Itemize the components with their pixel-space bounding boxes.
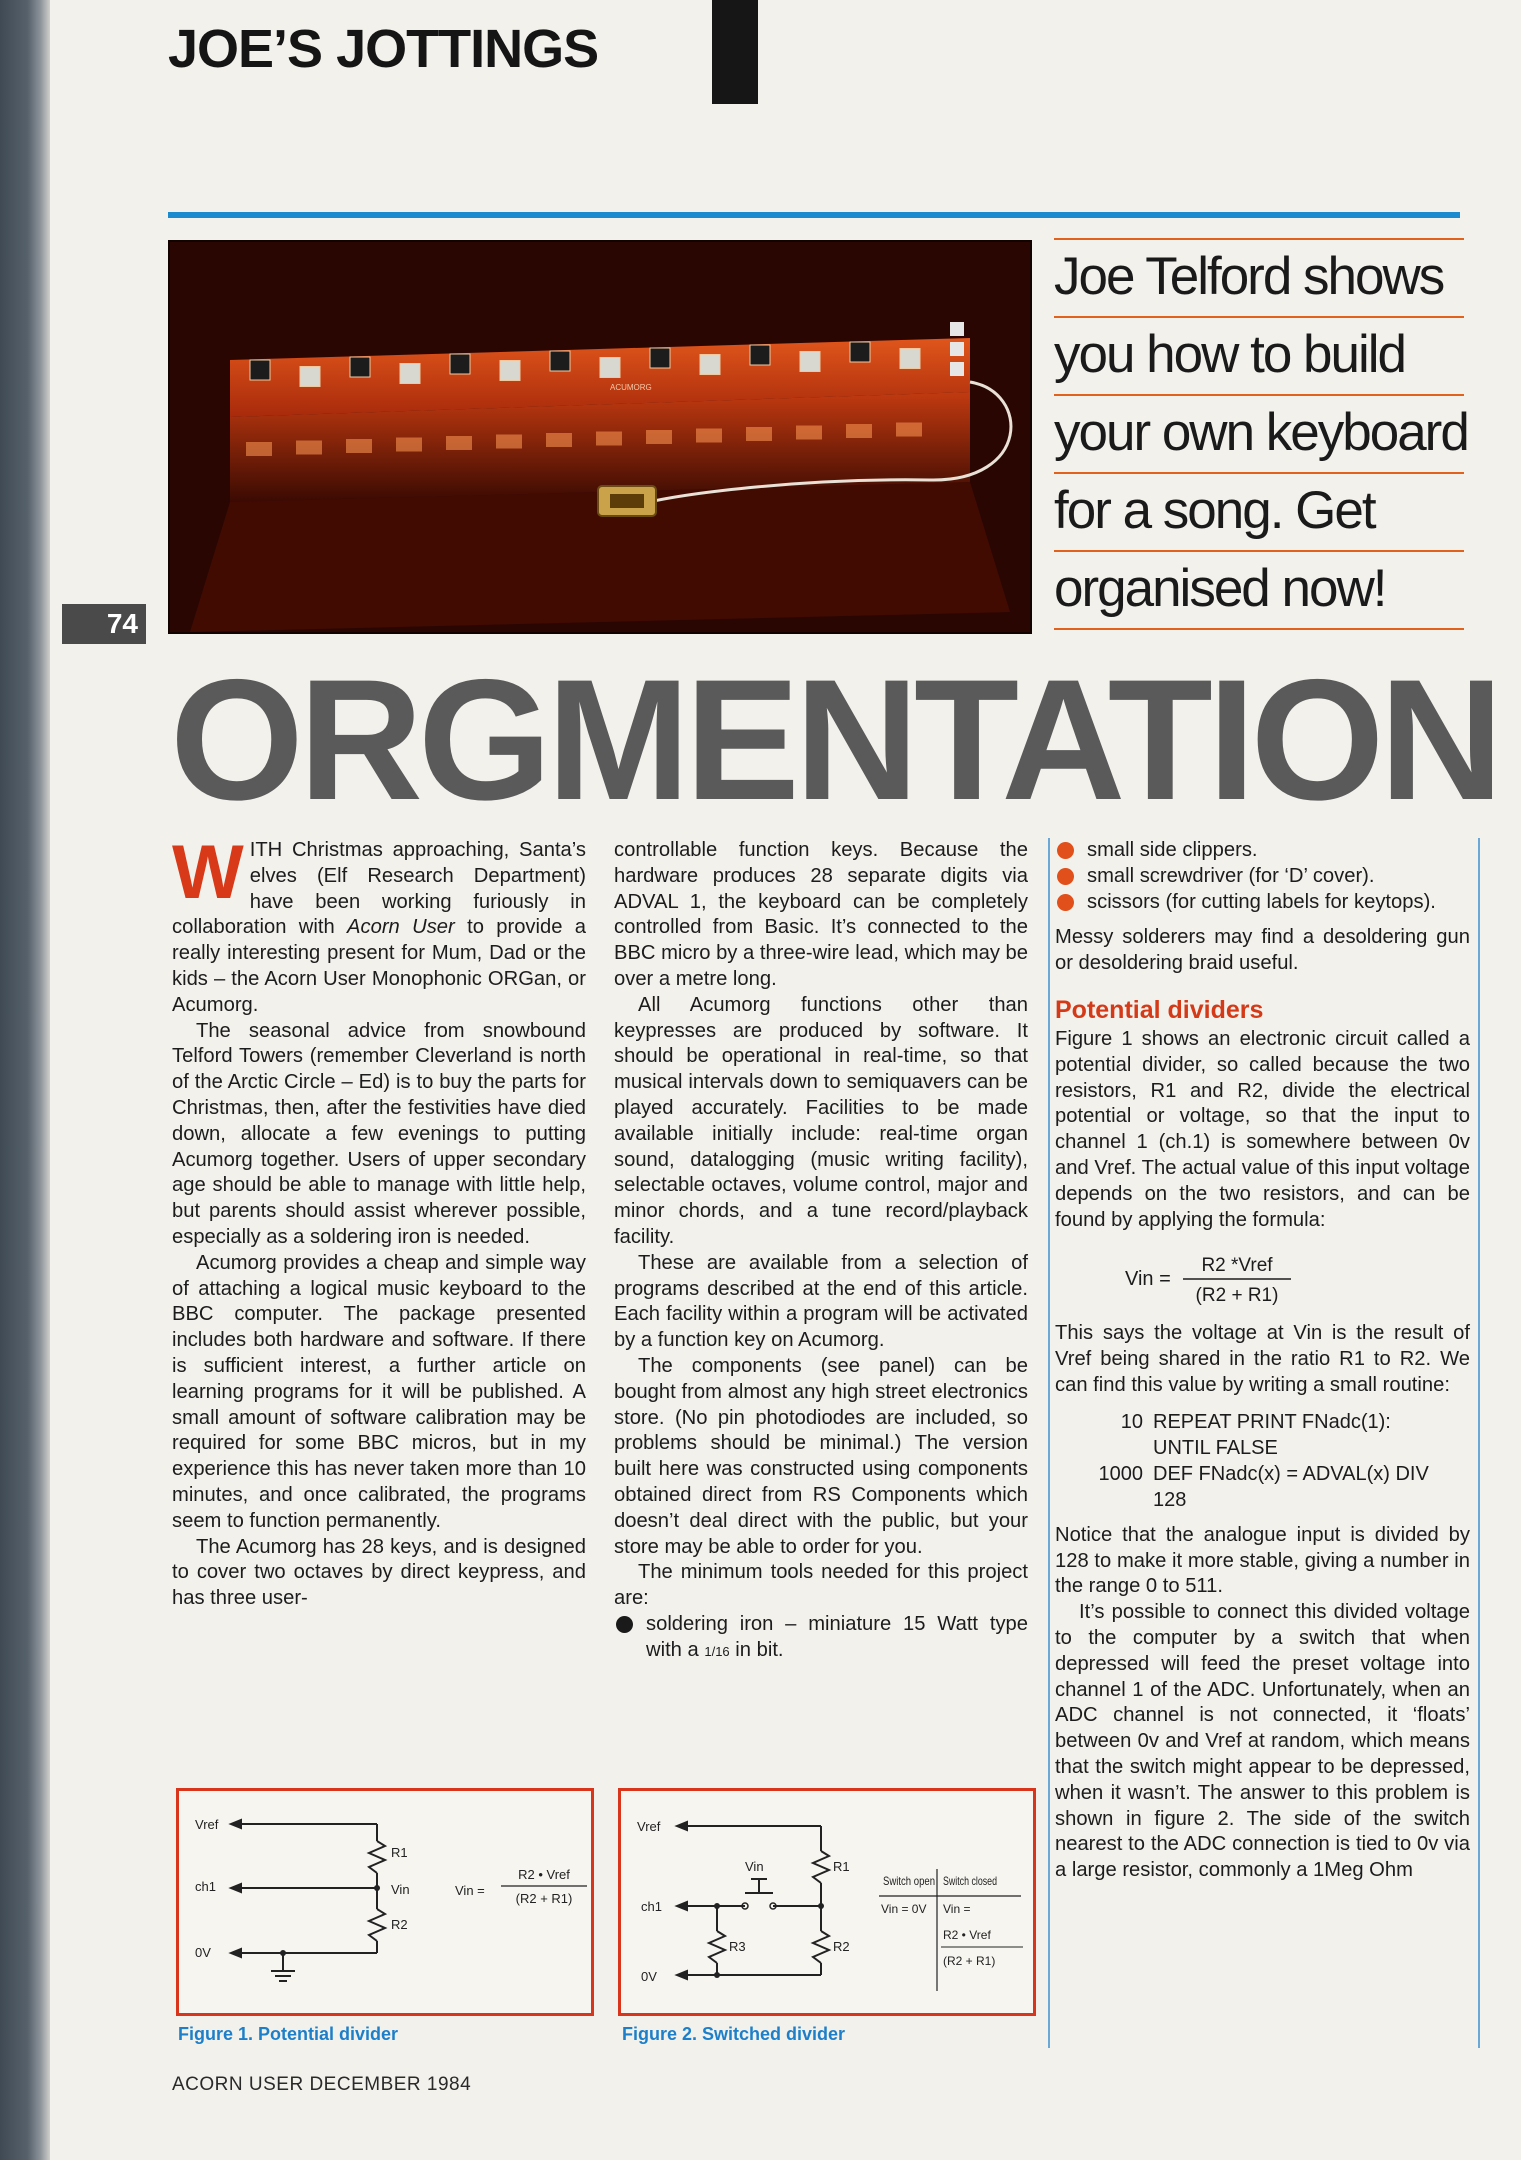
key-glow (446, 436, 472, 450)
paragraph: It’s possible to connect this divided voltage to the computer by a switch that when depressed will feed the preset voltage into channel 1 of the ADC. Unfortunately, when an ADC channel is not connected, it ‘floats’ between 0v and Vref at random, which means that the switch might appear to be depressed, when it wasn’t. The answer to this problem is shown in figure 2. The side of the switch nearest to the ADC connection is tied to 0v via a large resistor, commonly a 1Meg Ohm (1055, 1601, 1470, 1882)
key-glow (746, 427, 772, 441)
zero-volt-label: 0V (195, 1945, 211, 1960)
r2-label: R2 (833, 1939, 850, 1954)
column-rule (1478, 838, 1480, 2048)
bullet-text: small side clippers. (1087, 839, 1258, 861)
keyboard-key (400, 364, 420, 384)
keyboard-key (900, 349, 920, 369)
switch-closed-numerator: R2 • Vref (943, 1928, 991, 1942)
paragraph: Acumorg provides a cheap and simple way of attaching a logical music keyboard to the BBC computer. The package presented includes both hardware and software. If there is sufficient interest, a further article on learning programs for it will be published. A small amount of software calibration may be required for some BBC micros, but in my experience this has never taken more than 10 minutes, and once calibrated, the programs seem to function permanently. (172, 1251, 586, 1532)
key-glow (846, 424, 872, 438)
magazine-spine (0, 0, 50, 2160)
bullet-dot (1057, 868, 1074, 885)
switch-closed-heading: Switch closed (943, 1874, 997, 1888)
bullet-item (1055, 838, 1470, 864)
key-glow (646, 430, 672, 444)
r2-label: R2 (391, 1917, 408, 1932)
keyboard-key (850, 342, 870, 362)
ch1-label: ch1 (641, 1899, 662, 1914)
paragraph: ITH Christmas approaching, Santa’s elves (Elf Research Department) have been working furiously in collaboration with Acorn User to provide a really interesting present for Mum, Dad or the kids – the Acorn User Monophonic ORGan, or Acumorg. (172, 839, 587, 1016)
key-glow (896, 423, 922, 437)
r1-label: R1 (391, 1845, 408, 1860)
voltage-formula (1055, 1243, 1470, 1313)
section-title: JOE’S JOTTINGS (168, 19, 599, 79)
standfirst-line: your own keyboard (1054, 396, 1464, 474)
key-glow (696, 429, 722, 443)
standfirst (1054, 238, 1468, 630)
column-1 (172, 830, 587, 1612)
page-footer: ACORN USER DECEMBER 1984 (172, 2074, 472, 2095)
code-line: 10 REPEAT PRINT FNadc(1): (1120, 1410, 1391, 1433)
bullet-dot (1057, 842, 1074, 859)
fig1-formula-numerator: R2 • Vref (518, 1867, 570, 1882)
r1-label: R1 (833, 1859, 850, 1874)
vin-label: Vin (745, 1859, 764, 1874)
figure-2 (618, 1788, 1036, 2016)
vin-label: Vin (391, 1882, 410, 1897)
bullet-item (1055, 864, 1470, 890)
keyboard-key (500, 361, 520, 381)
r3-label: R3 (729, 1939, 746, 1954)
paragraph: This says the voltage at Vin is the result of Vref being shared in the ratio R1 to R2. We can find this value by writing a small routine: (1055, 1322, 1470, 1396)
blue-rule (168, 212, 1460, 218)
bullet-item (614, 1612, 1028, 1665)
switch-open-heading: Switch open (883, 1874, 935, 1888)
bullet-text: in bit. (735, 1638, 784, 1661)
formula-graphic (1055, 1243, 1470, 1313)
keyboard-key (300, 367, 320, 387)
code-line: 128 (1153, 1488, 1187, 1511)
keyboard-key (750, 345, 770, 365)
paragraph: The components (see panel) can be bought from almost any high street electronics store. (No pin photodiodes are included, so problems should be minimal.) The version built here was constructed using components obtained direct from RS Components which doesn’t deal direct with the public, but your store may be able to order for you. (614, 1354, 1028, 1558)
keyboard-key (550, 351, 570, 371)
bullet-dot (616, 1616, 633, 1633)
key-glow (796, 426, 822, 440)
fig1-formula-lhs: Vin = (455, 1883, 485, 1898)
paragraph: Notice that the analogue input is divided by 128 to make it more stable, giving a number in the range 0 to 511. (1055, 1523, 1470, 1598)
bullet-item (1055, 890, 1470, 916)
key-glow (496, 435, 522, 449)
keyboard-illustration (170, 242, 1030, 632)
standfirst-line: Joe Telford shows (1054, 238, 1464, 318)
key-glow (596, 432, 622, 446)
formula-lhs: Vin = (1125, 1268, 1171, 1291)
keyboard-key (650, 348, 670, 368)
keyboard-key (800, 352, 820, 372)
keyboard-key (350, 357, 370, 377)
paragraph: Messy solderers may find a desoldering gun or desoldering braid useful. (1055, 926, 1470, 975)
figure-1 (176, 1788, 594, 2016)
key-glow (346, 439, 372, 453)
potential-divider-diagram (179, 1791, 591, 2013)
formula-numerator: R2 *Vref (1201, 1255, 1273, 1277)
vref-label: Vref (195, 1817, 219, 1832)
paragraph: controllable function keys. Because the hardware produces 28 separate digits via ADVAL 1, the keyboard can be completely controlled from Basic. It’s connected to the BBC micro by a three-wire lead, which may be over a metre long. (614, 839, 1029, 990)
keyboard-key (250, 360, 270, 380)
code-line: 1000 DEF FNadc(x) = ADVAL(x) DIV (1098, 1462, 1429, 1485)
key-glow (546, 433, 572, 447)
pcb-label: ACUMORG (610, 383, 652, 392)
keyboard-key (700, 355, 720, 375)
column-2 (614, 838, 1028, 1665)
keyboard-photo (168, 240, 1032, 634)
switched-divider-diagram (621, 1791, 1033, 2013)
bullet-text: scissors (for cutting labels for keytops). (1087, 890, 1436, 913)
drop-cap: W (172, 830, 244, 915)
switch-closed-lhs: Vin = (943, 1902, 971, 1916)
paragraph: Figure 1 shows an electronic circuit called a potential divider, so called because the two resistors, R1 and R2, divide the electrical potential or voltage, so that the input to channel 1 (ch.1) is somewhere between 0v and Vref. The actual value of this input voltage depends on the two resistors, and can be found by applying the formula: (1055, 1027, 1470, 1231)
keyboard-key (600, 358, 620, 378)
standfirst-line: you how to build (1054, 318, 1464, 396)
paragraph: These are available from a selection of programs described at the end of this article. Each facility within a program will be activated by a function key on Acumorg. (614, 1251, 1028, 1352)
article-title: ORGMENTATION (170, 644, 1499, 836)
zero-volt-label: 0V (641, 1969, 657, 1984)
figure-1-caption: Figure 1. Potential divider (178, 2024, 399, 2044)
standfirst-line: organised now! (1054, 552, 1464, 630)
figure-2-caption: Figure 2. Switched divider (622, 2024, 846, 2044)
section-bar (712, 0, 758, 104)
standfirst-line: for a song. Get (1054, 474, 1464, 552)
bullet-text: soldering iron – miniature 15 Watt type with a (646, 1612, 1028, 1661)
paragraph: The seasonal advice from snowbound Telford Towers (remember Cleverland is north of the Arctic Circle – Ed) is to buy the parts for Christmas, then, after the festivities have died down, allocate a few evenings to putting Acumorg together. Users of upper secondary age should be able to manage with little help, but parents should assist wherever possible, especially as a soldering iron is needed. (172, 1019, 586, 1248)
column-3 (1055, 838, 1470, 1884)
bit-size-fraction: 1/16 (704, 1643, 730, 1659)
code-line: UNTIL FALSE (1153, 1436, 1278, 1459)
formula-denominator: (R2 + R1) (1195, 1285, 1279, 1307)
paragraph: All Acumorg functions other than keypresses are produced by software. It should be operational in real-time, so that musical intervals down to semiquavers can be played accurately. Facilities to be made available initially include: real-time organ sound, datalogging (music writing facility), selectable octaves, volume control, major and minor chords, and a tune record/playback facility. (614, 993, 1028, 1248)
fig1-formula-denominator: (R2 + R1) (515, 1891, 573, 1906)
key-glow (296, 441, 322, 455)
switch-open-value: Vin = 0V (881, 1902, 927, 1916)
page-number: 74 (62, 604, 146, 644)
key-glow (396, 438, 422, 452)
column-rule (1048, 838, 1050, 2048)
paragraph: The minimum tools needed for this project are: (614, 1561, 1028, 1610)
switch-closed-denominator: (R2 + R1) (943, 1954, 996, 1968)
subheading: Potential dividers (1055, 995, 1264, 1024)
key-glow (246, 442, 272, 456)
vref-label: Vref (637, 1819, 661, 1834)
bullet-text: small screwdriver (for ‘D’ cover). (1087, 864, 1375, 887)
basic-listing (1055, 1409, 1470, 1513)
keyboard-key (450, 354, 470, 374)
ch1-label: ch1 (195, 1879, 216, 1894)
paragraph: The Acumorg has 28 keys, and is designed to cover two octaves by direct keypress, and has three user- (172, 1535, 586, 1610)
bullet-dot (1057, 894, 1074, 911)
